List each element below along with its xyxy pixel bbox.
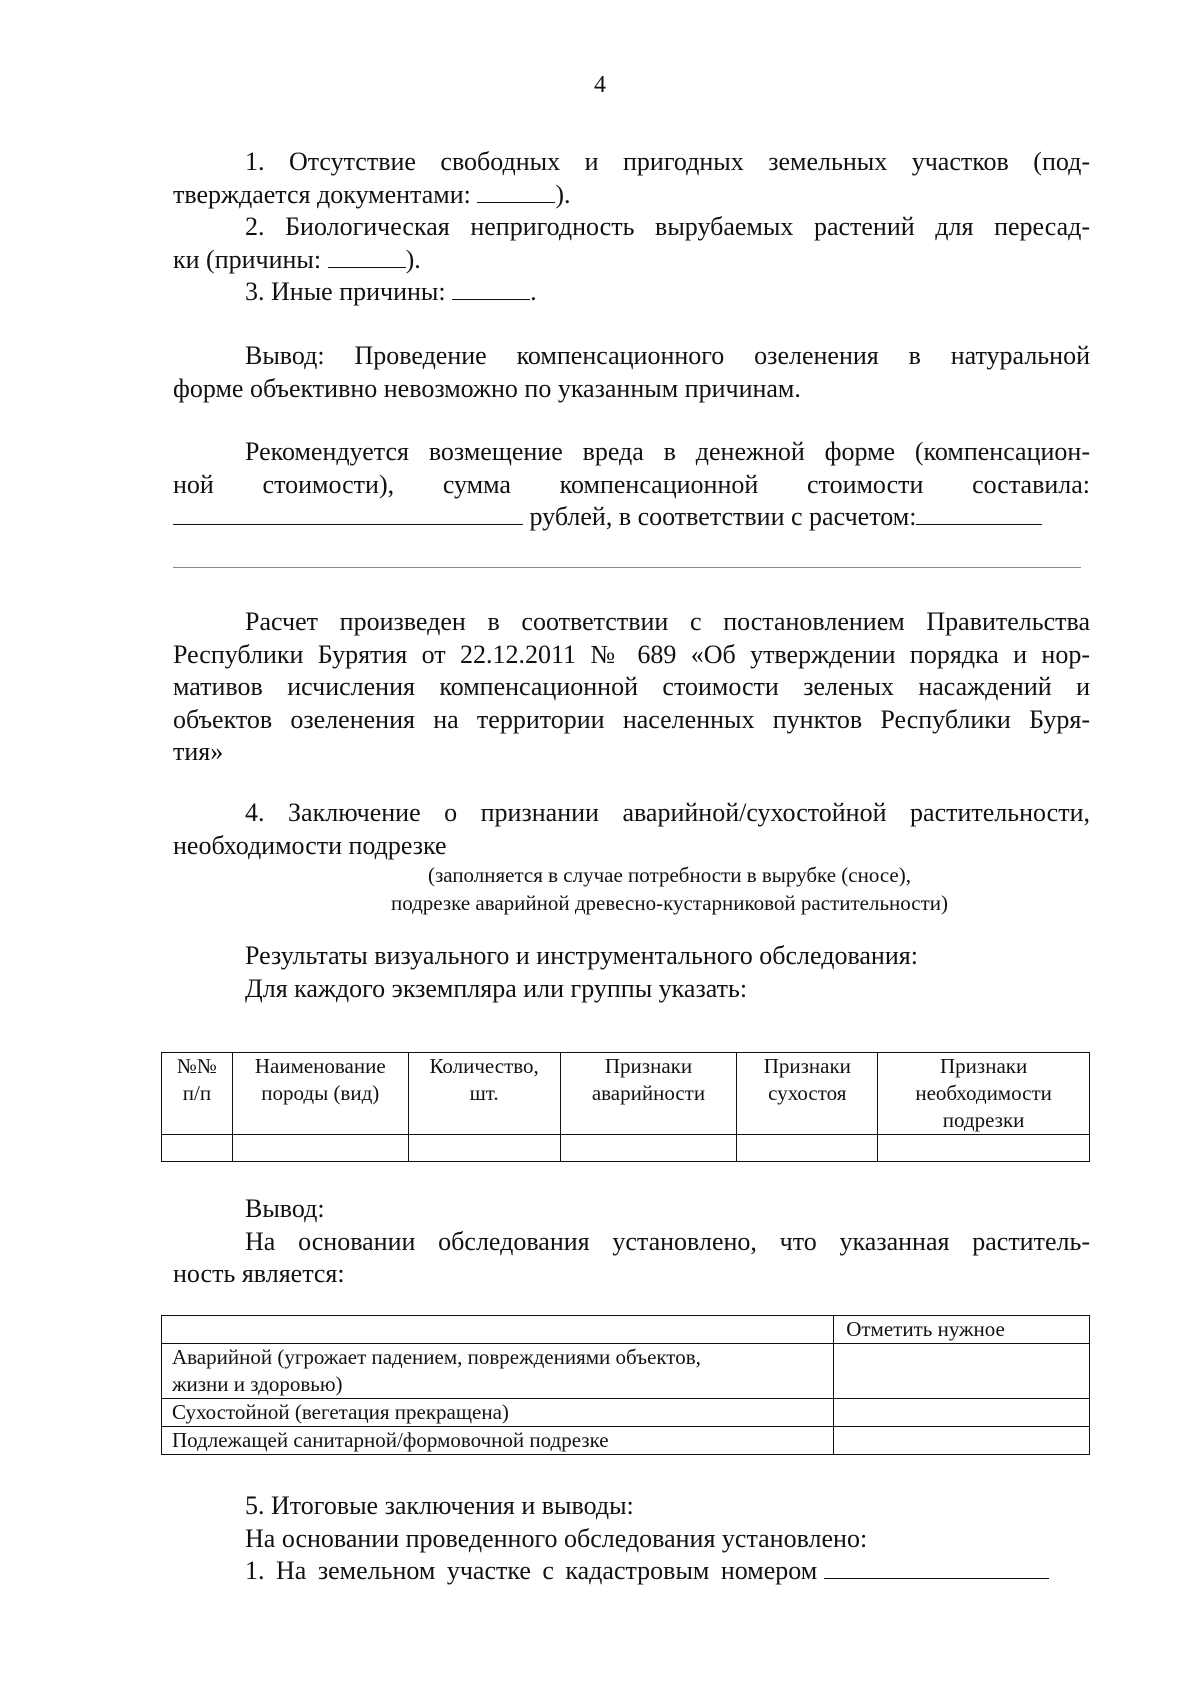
reason-2-blank — [328, 245, 406, 268]
col-deadwood-l2: сухостоя — [768, 1081, 847, 1105]
conclusion-1-text-2: форме объективно невозможно по указанным причинам. — [173, 373, 801, 403]
table-cell[interactable] — [162, 1135, 233, 1162]
results-text-2: Для каждого экземпляра или группы указать: — [245, 973, 748, 1003]
col-quantity-l2: шт. — [469, 1081, 499, 1105]
results-block — [173, 940, 1090, 1005]
results-text-1: Результаты визуального и инструментального обследования: — [245, 941, 918, 970]
table-cell[interactable] — [408, 1135, 560, 1162]
conclusion-2-title: Вывод: — [245, 1194, 325, 1223]
table-cell[interactable] — [232, 1135, 408, 1162]
col-deadwood — [737, 1053, 878, 1135]
conclusion-natural-form — [173, 340, 1090, 405]
col-emergency — [560, 1053, 737, 1135]
reason-3-line — [173, 276, 1090, 309]
calculation-blank — [916, 502, 1042, 525]
calc-text-3: мативов исчисления компенсационной стоимости зеленых насаждений и — [173, 672, 1090, 701]
reason-1-line-1 — [173, 146, 1090, 179]
section-4-note-1: (заполняется в случае потребности в вырубке (сносе), — [427, 863, 911, 887]
section-5-text-2: На основании проведенного обследования установлено: — [245, 1523, 868, 1553]
col-pruning-l3: подрезки — [942, 1108, 1025, 1132]
table-row — [162, 1135, 1090, 1162]
status-mark-emergency[interactable] — [834, 1344, 1090, 1399]
section-4-note-2: подрезке аварийной древесно-кустарниковой растительности) — [390, 891, 949, 915]
reason-3-blank — [452, 277, 530, 300]
reason-1-text-a: 1. Отсутствие свободных и пригодных земельных участков (под- — [245, 147, 1090, 176]
col-pruning — [878, 1053, 1090, 1135]
recommend-text-2: ной стоимости), сумма компенсационной стоимости составила: — [173, 469, 1090, 499]
col-emergency-l2: аварийности — [591, 1081, 706, 1105]
reasons-list — [173, 146, 1090, 309]
col-deadwood-l1: Признаки — [763, 1054, 851, 1078]
section-5-text-1: 5. Итоговые заключения и выводы: — [245, 1491, 634, 1520]
col-number-l1: №№ — [176, 1054, 217, 1078]
col-pruning-l2: необходимости — [915, 1081, 1052, 1105]
recommend-line-1 — [173, 436, 1090, 469]
calc-text-1: Расчет произведен в соответствии с постановлением Правительства — [245, 607, 1090, 636]
col-quantity — [408, 1053, 560, 1135]
table-cell[interactable] — [878, 1135, 1090, 1162]
reason-2-text-b: ки (причины: — [173, 244, 322, 274]
calc-text-4: объектов озеленения на территории населенных пунктов Республики Буря- — [173, 704, 1090, 734]
conclusion-2-line-1 — [173, 1226, 1090, 1259]
col-species-l1: Наименование — [254, 1054, 386, 1078]
recommend-text-1: Рекомендуется возмещение вреда в денежной форме (компенсацион- — [245, 437, 1090, 466]
recommend-text-3: рублей, в соответствии с расчетом: — [529, 502, 917, 531]
calculation-reference — [173, 606, 1090, 769]
calculation-blank-line-2 — [173, 567, 1081, 568]
amount-blank — [173, 502, 523, 525]
calc-text-2: Республики Бурятия от 22.12.2011 № 689 «Об утверждении порядка и нор- — [173, 639, 1090, 669]
results-line-2 — [173, 973, 1090, 1006]
status-label-emergency-l1: Аварийной (угрожает падением, повреждениями объектов, — [172, 1345, 701, 1369]
status-header-empty — [162, 1316, 834, 1344]
col-quantity-l1: Количество, — [429, 1054, 539, 1078]
conclusion-2-text-2: ность является: — [173, 1259, 345, 1288]
reason-3-text: 3. Иные причины: — [245, 277, 446, 306]
section-4-heading — [173, 797, 1090, 862]
conclusion-2-text-1: На основании обследования установлено, что указанная раститель- — [245, 1226, 1090, 1256]
section-5-block — [173, 1490, 1090, 1588]
section-4-note — [173, 861, 1090, 917]
reason-1-blank — [477, 180, 555, 203]
section-5-line-2 — [173, 1523, 1090, 1556]
status-label-deadwood: Сухостойной (вегетация прекращена) — [162, 1399, 834, 1427]
reason-2-text-a: 2. Биологическая непригодность вырубаемых растений для пересад- — [245, 212, 1090, 241]
inspection-table-header — [162, 1053, 1090, 1135]
reason-1-text-b: тверждается документами: — [173, 179, 471, 209]
reason-2-line-1 — [173, 211, 1090, 244]
recommend-line-3 — [173, 501, 1090, 534]
col-number — [162, 1053, 233, 1135]
conclusion-vegetation — [173, 1193, 1090, 1291]
calc-text-5: тия» — [173, 737, 224, 766]
inspection-table — [161, 1052, 1090, 1162]
conclusion-2-title-line — [173, 1193, 1090, 1226]
reason-3-end: . — [530, 277, 537, 306]
section-5-line-1 — [173, 1490, 1090, 1523]
section-4-text-2: необходимости подрезке — [173, 830, 447, 860]
table-cell[interactable] — [560, 1135, 737, 1162]
reason-1-end: ). — [555, 179, 571, 209]
status-label-emergency — [162, 1344, 834, 1399]
col-species — [232, 1053, 408, 1135]
reason-1-line-2 — [173, 179, 1090, 212]
status-row-deadwood — [162, 1399, 1090, 1427]
col-species-l2: породы (вид) — [261, 1081, 380, 1105]
section-4-line-1 — [173, 797, 1090, 830]
status-mark-deadwood[interactable] — [834, 1399, 1090, 1427]
status-label-emergency-l2: жизни и здоровью) — [172, 1372, 343, 1396]
calc-line-1 — [173, 606, 1090, 639]
section-5-line-3 — [173, 1555, 1090, 1588]
status-table-header — [162, 1316, 1090, 1344]
recommendation-block — [173, 436, 1090, 534]
status-mark-pruning[interactable] — [834, 1427, 1090, 1455]
page-number: 4 — [594, 72, 606, 98]
col-pruning-l1: Признаки — [940, 1054, 1028, 1078]
section-5-text-3: 1. На земельном участке с кадастровым номером — [245, 1556, 818, 1585]
results-line-1 — [173, 940, 1090, 973]
conclusion-1-line-1 — [173, 340, 1090, 373]
mark-needed-header: Отметить нужное — [834, 1316, 1090, 1344]
vegetation-status-table — [161, 1315, 1090, 1455]
status-row-pruning — [162, 1427, 1090, 1455]
section-4-text-1: 4. Заключение о признании аварийной/сухостойной растительности, — [245, 798, 1090, 827]
status-label-pruning: Подлежащей санитарной/формовочной подрезке — [162, 1427, 834, 1455]
reason-2-line-2 — [173, 244, 1090, 277]
col-number-l2: п/п — [182, 1081, 212, 1105]
table-cell[interactable] — [737, 1135, 878, 1162]
status-row-emergency — [162, 1344, 1090, 1399]
conclusion-1-text-1: Вывод: Проведение компенсационного озеленения в натуральной — [245, 341, 1090, 370]
cadastral-number-blank[interactable] — [824, 1556, 1049, 1579]
reason-2-end: ). — [405, 244, 421, 274]
col-emergency-l1: Признаки — [604, 1054, 693, 1078]
